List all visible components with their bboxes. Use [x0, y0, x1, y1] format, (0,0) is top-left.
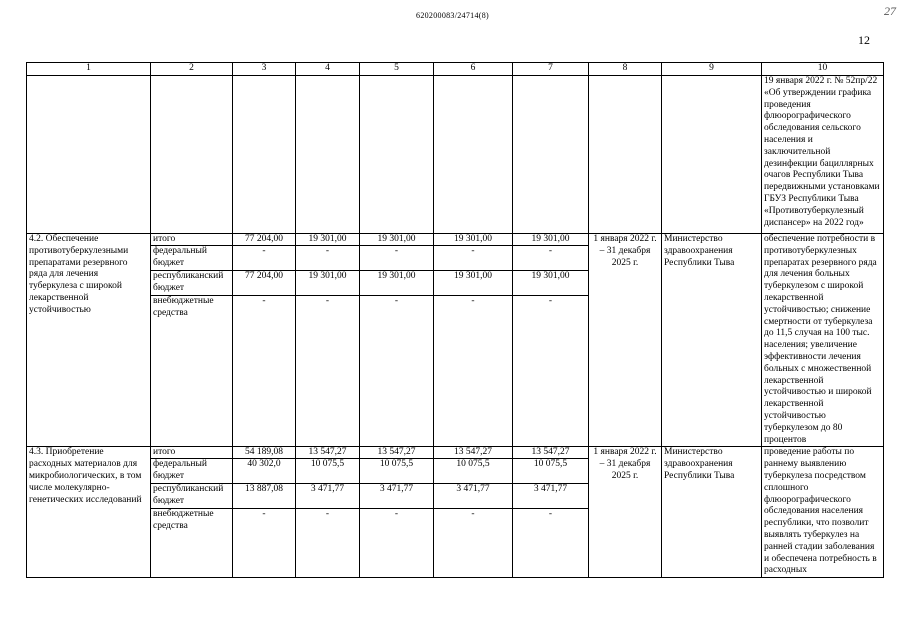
amount-extrabudget: - [262, 296, 266, 306]
amount-total: 19 301,00 [360, 234, 434, 246]
row-result: обеспечение потребности в противотуберкулезных препаратах резервного ряда для лечения больных туберкулезом с широкой лекарственной устойчивостью; снижение смертности от туберкулеза до 11,5 случая на 100 тыс. населения; увеличение эффективности лечения больных с множественной лекарственной устойчивостью и широкой лекарственной устойчивостью туберкулезом до 80 процентов [762, 234, 884, 447]
amount-total: 19 301,00 [434, 234, 513, 246]
col-num: 3 [233, 63, 296, 76]
row-period: 1 января 2022 г. – 31 декабря 2025 г. [589, 234, 662, 447]
row-executor: Министерство здравоохранения Республики Тыва [662, 447, 762, 578]
col-num: 10 [762, 63, 884, 76]
table-row-4-3 [27, 447, 884, 578]
continuation-result: 19 января 2022 г. № 52пр/22 «Об утверждении графика проведения флюорографического обследования сельского населения и заключительной дезинфекции бациллярных очагов Республики Тыва передвижными установками ГБУЗ Республики Тыва «Противотуберкулезный диспансер» на 2022 год» [762, 76, 884, 234]
amount-republican: 19 301,00 [513, 271, 589, 296]
source-label: внебюджетные средства [153, 509, 214, 532]
amount-total: 77 204,00 [233, 234, 296, 246]
amount-federal: - [233, 246, 296, 271]
source-label: республиканский бюджет [151, 484, 232, 509]
amount-republican: 3 471,77 [360, 484, 434, 509]
amount-total: 19 301,00 [513, 234, 589, 246]
amount-federal: - [513, 246, 589, 271]
amount-federal: 10 075,5 [296, 459, 360, 484]
page-number: 12 [858, 33, 870, 47]
source-label: итого [151, 234, 232, 246]
amount-extrabudget: - [394, 296, 399, 306]
amount-federal: 10 075,5 [434, 459, 513, 484]
continuation-row [27, 76, 884, 234]
amount-extrabudget: - [394, 509, 399, 520]
amount-republican: 3 471,77 [296, 484, 360, 509]
amount-extrabudget: - [471, 509, 475, 520]
source-label: республиканский бюджет [151, 271, 232, 296]
amount-extrabudget: - [325, 296, 330, 306]
amount-federal: 40 302,0 [233, 459, 296, 484]
amount-republican: 19 301,00 [296, 271, 360, 296]
row-name: 4.2. Обеспечение противотуберкулезными препаратами резервного ряда для лечения туберкулеза с широкой лекарственной устойчивостью [27, 234, 151, 447]
source-label: итого [151, 447, 232, 459]
amount-republican: 3 471,77 [513, 484, 589, 509]
amount-extrabudget: - [548, 509, 553, 520]
col-num: 7 [513, 63, 589, 76]
amount-republican: 77 204,00 [233, 271, 296, 296]
amount-extrabudget: - [262, 509, 266, 520]
amount-total: 19 301,00 [296, 234, 360, 246]
column-number-row [27, 63, 884, 76]
amount-extrabudget: - [325, 509, 330, 520]
amount-extrabudget: - [471, 296, 475, 306]
source-label: федеральный бюджет [151, 459, 232, 484]
document-id: 620200083/24714(8) [416, 11, 489, 20]
amount-federal: - [296, 246, 360, 271]
col-num: 4 [296, 63, 360, 76]
amount-total: 13 547,27 [296, 447, 360, 459]
amount-total: 13 547,27 [360, 447, 434, 459]
program-table [26, 62, 884, 578]
amount-federal: 10 075,5 [513, 459, 589, 484]
amount-total: 13 547,27 [434, 447, 513, 459]
col-num: 9 [662, 63, 762, 76]
col-num: 8 [589, 63, 662, 76]
amount-republican: 13 887,08 [233, 484, 296, 509]
amount-total: 13 547,27 [513, 447, 589, 459]
col-num: 1 [27, 63, 151, 76]
source-label: федеральный бюджет [151, 246, 232, 271]
col-num: 5 [360, 63, 434, 76]
col-num: 2 [151, 63, 233, 76]
row-period: 1 января 2022 г. – 31 декабря 2025 г. [589, 447, 662, 578]
amount-extrabudget: - [548, 296, 553, 306]
col-num: 6 [434, 63, 513, 76]
row-executor: Министерство здравоохранения Республики Тыва [662, 234, 762, 447]
amount-federal: 10 075,5 [360, 459, 434, 484]
amount-republican: 19 301,00 [360, 271, 434, 296]
amount-republican: 3 471,77 [434, 484, 513, 509]
amount-republican: 19 301,00 [434, 271, 513, 296]
amount-federal: - [434, 246, 513, 271]
amount-federal: - [360, 246, 434, 271]
row-name: 4.3. Приобретение расходных материалов для микробиологических, в том числе молекулярно-генетических исследований [27, 447, 151, 578]
source-label: внебюджетные средства [153, 296, 214, 318]
table-row-4-2 [27, 234, 884, 447]
row-result: проведение работы по раннему выявлению туберкулеза посредством сплошного флюорографического обследования населения республики, что позволит выявлять туберкулез на ранней стадии заболевания и обеспечена потребность в расходных [762, 447, 884, 578]
amount-total: 54 189,08 [233, 447, 296, 459]
handwritten-page-mark: 27 [884, 4, 896, 18]
